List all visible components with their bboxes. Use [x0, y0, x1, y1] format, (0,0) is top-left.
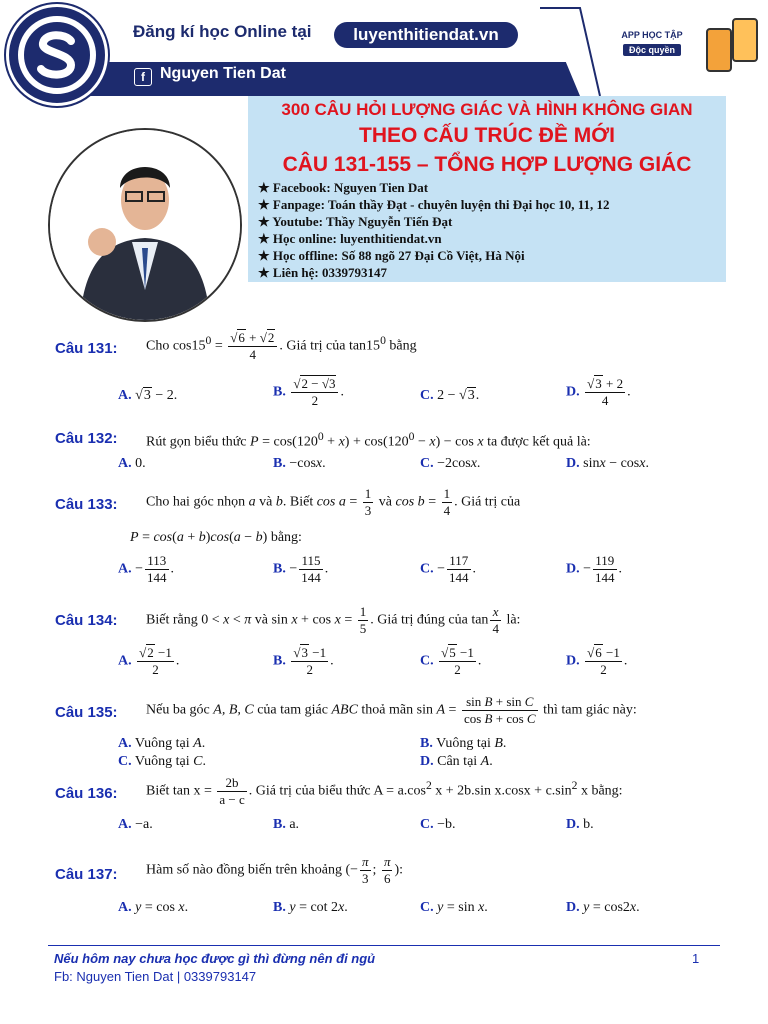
info-online: ★ Học online: luyenthitiendat.vn	[258, 231, 442, 246]
footer-contact: Fb: Nguyen Tien Dat | 0339793147	[54, 969, 257, 984]
question-text-132: Rút gọn biểu thức $P = \cos(120^0 + x) + \cos(120^0 - x) - \cos x$ ta được kết quả là:	[146, 430, 591, 450]
question-text-137: Hàm số nào đồng biến trên khoảng (− $\frac{\pi}{3}$ ; $\frac{\pi}{6}$ ):	[146, 854, 404, 886]
option-131-b[interactable]: B. $\frac{√2 - √3}{2}$ .	[273, 376, 344, 408]
facebook-icon: f	[134, 68, 152, 86]
option-132-b[interactable]: B. −cosx.	[273, 456, 326, 471]
question-label-134: Câu 134:	[55, 612, 118, 629]
option-134-d[interactable]: D. $\frac{√6 -1}{2}$ .	[566, 645, 628, 677]
page-number: 1	[692, 951, 700, 966]
option-137-d[interactable]: D. y = cos2x.	[566, 900, 640, 915]
option-137-a[interactable]: A. y = cos x.	[118, 900, 189, 915]
option-135-d[interactable]: D. Cân tại A.	[420, 754, 493, 769]
option-132-a[interactable]: A. 0.	[118, 456, 146, 471]
option-133-d[interactable]: D. − $\frac{119}{144}$ .	[566, 553, 623, 585]
option-136-d[interactable]: D. b.	[566, 817, 594, 832]
info-facebook: ★ Facebook: Nguyen Tien Dat	[258, 180, 429, 195]
option-134-c[interactable]: C. $\frac{√5 -1}{2}$ .	[420, 645, 482, 677]
title-line-3: CÂU 131-155 – TỔNG HỢP LƯỢNG GIÁC	[282, 153, 692, 176]
app-promo[interactable]	[610, 30, 694, 58]
option-131-d[interactable]: D. $\frac{√3 + 2}{4}$ .	[566, 376, 631, 408]
question-text-135: Nếu ba góc A, B, C của tam giác ABC thoả mãn sin A = $\frac{\text{sin B + sin C}}{\text{cos B + cos C}}$ thì tam giác này:	[146, 694, 637, 726]
option-136-c[interactable]: C. −b.	[420, 817, 456, 832]
info-offline: ★ Học offline: Số 88 ngõ 27 Đại Cồ Việt, Hà Nội	[258, 248, 525, 263]
option-135-a[interactable]: A. Vuông tại A.	[118, 736, 206, 751]
option-131-c[interactable]: C. 2 − √3.	[420, 388, 480, 403]
option-131-a[interactable]: A. √3 − 2.	[118, 388, 178, 403]
info-fanpage: ★ Fanpage: Toán thầy Đạt - chuyên luyện thi Đại học 10, 11, 12	[258, 197, 610, 212]
question-label-137: Câu 137:	[55, 866, 118, 883]
option-133-c[interactable]: C. − $\frac{117}{144}$ .	[420, 553, 477, 585]
teacher-avatar	[48, 128, 242, 322]
question-text-133: Cho hai góc nhọn a và b. Biết cos a = $\frac{1}{3}$ và cos b = $\frac{1}{4}$ . Giá trị của	[146, 486, 521, 518]
question-text-131: Cho $\cos 15^0$ = $\frac{√6 + √2}{4}$ . Giá trị của $\tan 15^0$ bằng	[146, 330, 417, 362]
phone-icon-2	[732, 18, 758, 62]
option-132-c[interactable]: C. −2cosx.	[420, 456, 481, 471]
info-youtube: ★ Youtube: Thầy Nguyễn Tiến Đạt	[258, 214, 453, 229]
option-136-b[interactable]: B. a.	[273, 817, 300, 832]
option-133-b[interactable]: B. − $\frac{115}{144}$ .	[273, 553, 329, 585]
title-line-2: THEO CẤU TRÚC ĐỀ MỚI	[359, 124, 615, 147]
question-label-131: Câu 131:	[55, 340, 118, 357]
info-contact: ★ Liên hệ: 0339793147	[258, 265, 388, 280]
app-badge: Độc quyền	[623, 44, 681, 56]
title-line-1: 300 CÂU HỎI LƯỢNG GIÁC VÀ HÌNH KHÔNG GIAN	[281, 100, 693, 119]
facebook-name[interactable]: Nguyen Tien Dat	[160, 65, 286, 82]
option-133-a[interactable]: A. − $\frac{113}{144}$ .	[118, 553, 175, 585]
question-text-136: Biết tan x = $\frac{2b}{a - c}$ . Giá trị của biểu thức $A = a.\cos^2$ x + 2b.sin $x.\cos x + c.\sin^2$ x bằng:	[146, 775, 623, 807]
option-134-b[interactable]: B. $\frac{√3 -1}{2}$ .	[273, 645, 334, 677]
question-label-136: Câu 136:	[55, 785, 118, 802]
option-136-a[interactable]: A. −a.	[118, 817, 153, 832]
footer-motto: Nếu hôm nay chưa học được gì thì đừng nên đi ngủ	[54, 951, 376, 966]
question-label-132: Câu 132:	[55, 430, 118, 447]
logo-s-icon	[9, 7, 105, 103]
phone-icon	[706, 28, 732, 72]
logo	[6, 4, 108, 106]
website-link[interactable]: luyenthitiendat.vn	[334, 22, 518, 48]
option-132-d[interactable]: D. sinx − cosx.	[566, 456, 649, 471]
question-label-135: Câu 135:	[55, 704, 118, 721]
question-text-133-expr: P = cos(a + b)cos(a − b) bằng:	[130, 530, 302, 545]
question-text-134: Biết rằng 0 < x < π và sin x + cos x = $\frac{1}{5}$ . Giá trị đúng của tan $\frac{x}{4}$ là:	[146, 604, 521, 636]
option-135-b[interactable]: B. Vuông tại B.	[420, 736, 507, 751]
register-text: Đăng kí học Online tại	[133, 22, 312, 41]
app-label: APP HỌC TẬP	[621, 30, 683, 40]
option-134-a[interactable]: A. $\frac{√2 -1}{2}$ .	[118, 645, 180, 677]
person-icon	[50, 130, 240, 320]
question-label-133: Câu 133:	[55, 496, 118, 513]
option-137-b[interactable]: B. y = cot 2x.	[273, 900, 348, 915]
option-137-c[interactable]: C. y = sin x.	[420, 900, 488, 915]
footer-divider	[48, 945, 720, 946]
option-135-c[interactable]: C. Vuông tại C.	[118, 754, 206, 769]
